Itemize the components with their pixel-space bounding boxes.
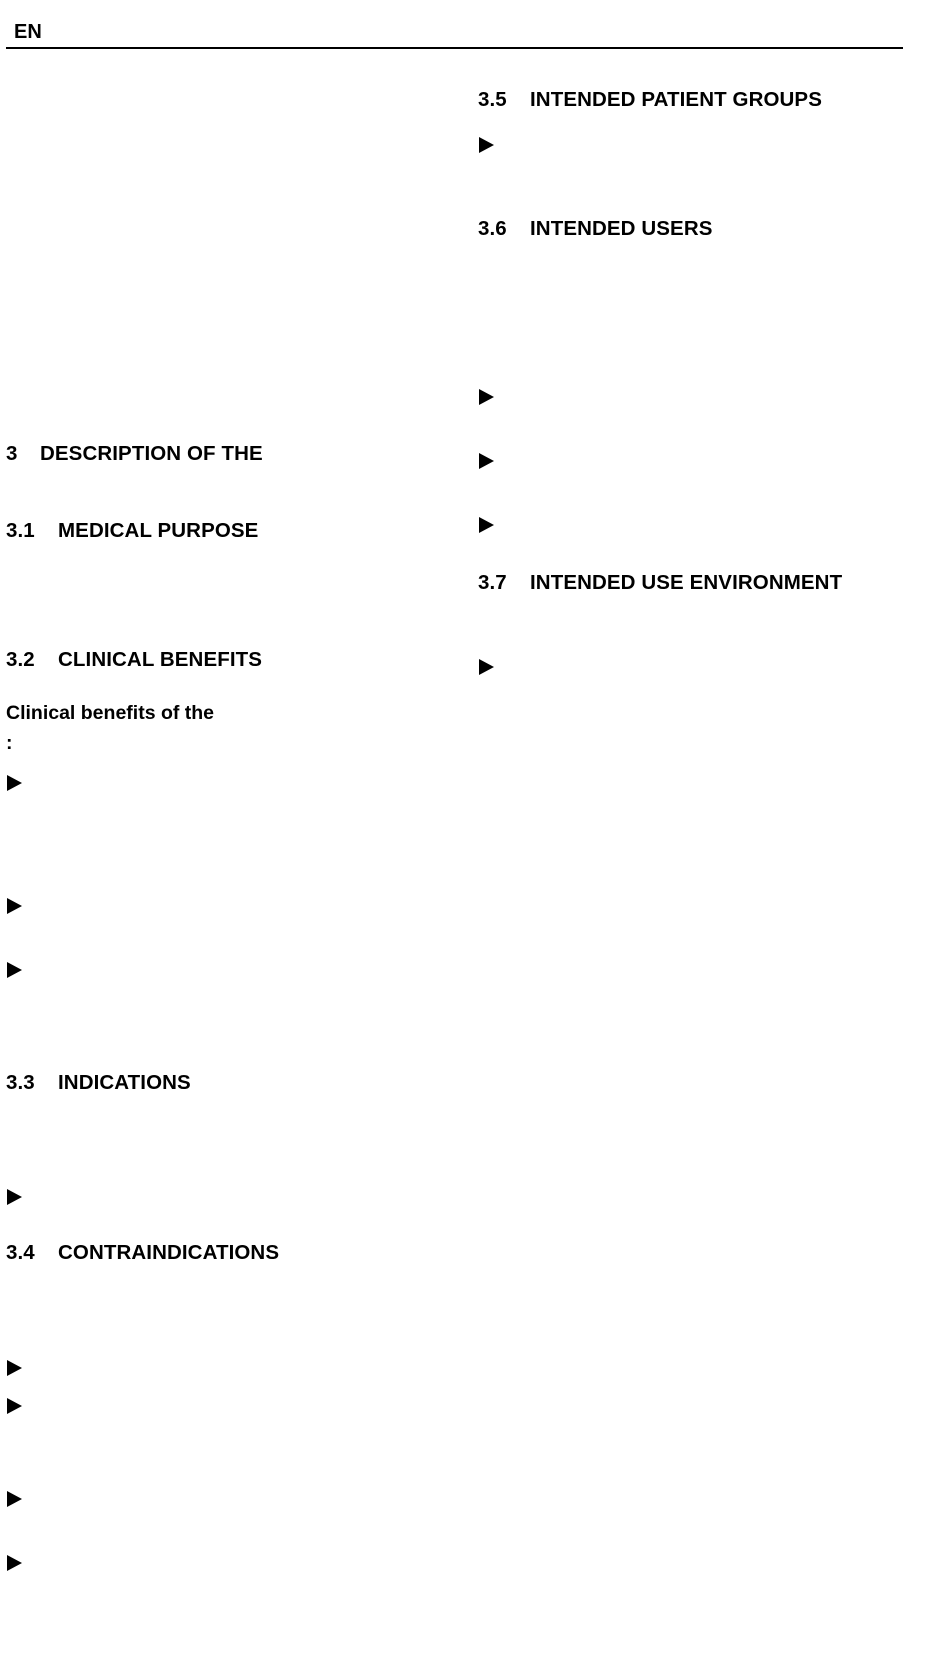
bullet-triangle-icon bbox=[479, 137, 494, 153]
section-3-3-heading bbox=[6, 1071, 191, 1095]
section-number: 3.6 bbox=[478, 217, 507, 240]
section-title: MEDICAL PURPOSE bbox=[58, 519, 259, 542]
section-number: 3.3 bbox=[6, 1071, 35, 1094]
language-code: EN bbox=[14, 21, 42, 43]
section-title: INTENDED PATIENT GROUPS bbox=[530, 88, 822, 111]
bullet-triangle-icon bbox=[479, 659, 494, 675]
bullet-triangle-icon bbox=[7, 1189, 22, 1205]
bullet-triangle-icon bbox=[479, 389, 494, 405]
section-number: 3 bbox=[6, 442, 18, 465]
bullet-triangle-icon bbox=[7, 1555, 22, 1571]
section-number: 3.7 bbox=[478, 571, 507, 594]
bullet-triangle-icon bbox=[7, 1398, 22, 1414]
bullet-triangle-icon bbox=[7, 898, 22, 914]
section-number: 3.5 bbox=[478, 88, 507, 111]
bullet-triangle-icon bbox=[479, 517, 494, 533]
section-number: 3.1 bbox=[6, 519, 35, 542]
section-number: 3.2 bbox=[6, 648, 35, 671]
section-title: CONTRAINDICATIONS bbox=[58, 1241, 280, 1264]
header-divider bbox=[6, 47, 903, 49]
section-title: INTENDED USE ENVIRONMENT bbox=[530, 571, 843, 594]
bullet-triangle-icon bbox=[7, 775, 22, 791]
section-number: 3.4 bbox=[6, 1241, 35, 1264]
section-title: DESCRIPTION OF THE bbox=[40, 442, 263, 465]
bullet-triangle-icon bbox=[7, 1491, 22, 1507]
section-3-6-heading bbox=[478, 217, 713, 241]
section-3-heading bbox=[6, 442, 263, 466]
section-3-1-heading bbox=[6, 519, 258, 543]
section-3-2-heading bbox=[6, 648, 262, 672]
section-3-7-heading bbox=[478, 571, 842, 595]
section-title: INTENDED USERS bbox=[530, 217, 713, 240]
bullet-triangle-icon bbox=[7, 1360, 22, 1376]
section-title: CLINICAL BENEFITS bbox=[58, 648, 263, 671]
section-title: INDICATIONS bbox=[58, 1071, 191, 1094]
benefits-intro-line-1: Clinical benefits of the bbox=[6, 702, 215, 724]
section-3-4-heading bbox=[6, 1241, 279, 1265]
bullet-triangle-icon bbox=[479, 453, 494, 469]
section-3-5-heading bbox=[478, 88, 822, 112]
benefits-intro-line-2: : bbox=[6, 732, 13, 754]
bullet-triangle-icon bbox=[7, 962, 22, 978]
